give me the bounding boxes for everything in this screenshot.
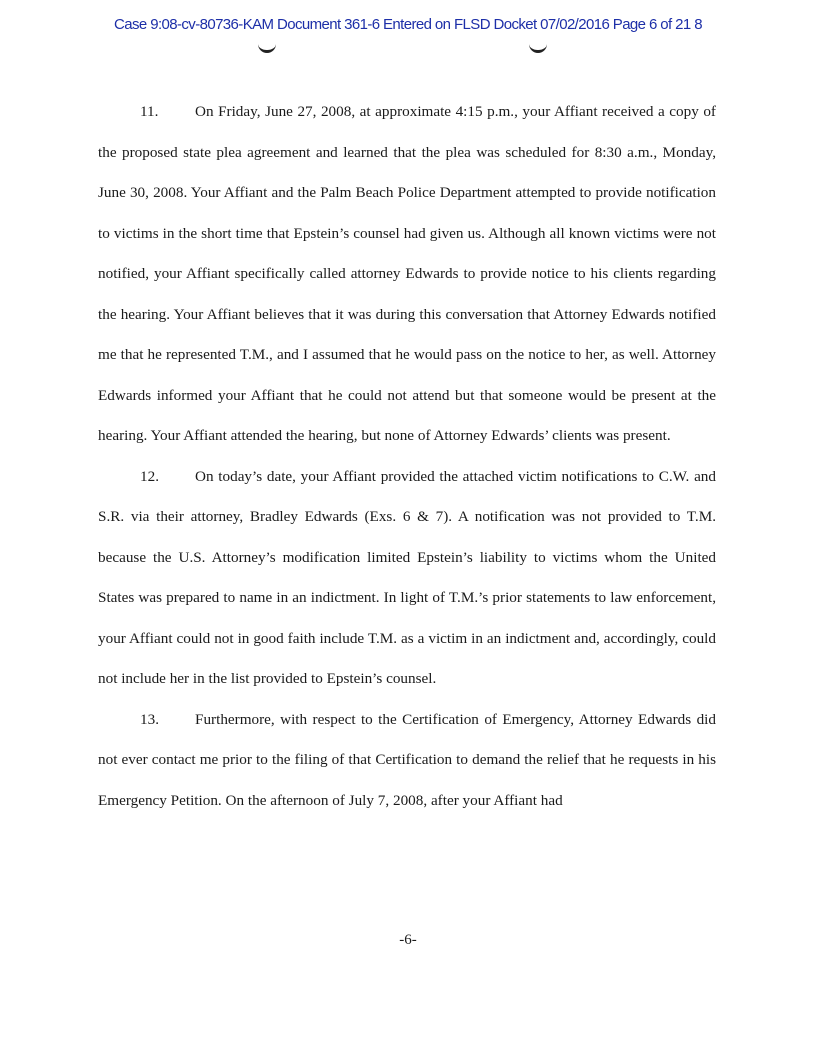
paragraph-number: 12. [140,467,159,485]
paragraph-13 [98,700,716,822]
paragraph-text: On Friday, June 27, 2008, at approximate 4:15 p.m., your Affiant received a copy of the proposed state plea agreement and learned that the plea was scheduled for 8:30 a.m., Monday, June 30, 2008. Your Affiant and the Palm Beach Police Department attempted to provide notification to victims in the short time that Epstein’s counsel had given us. Although all known victims were not notified, your Affiant specifically called attorney Edwards to provide notice to his clients regarding the hearing. Your Affiant believes that it was during this conversation that Attorney Edwards notified me that he represented T.M., and I assumed that he would pass on the notice to her, as well. Attorney Edwards informed your Affiant that he could not attend but that someone would be present at the hearing. Your Affiant attended the hearing, but none of Attorney Edwards’ clients was present. [98,103,716,444]
paragraph-text: On today’s date, your Affiant provided the attached victim notifications to C.W. and S.R. via their attorney, Bradley Edwards (Exs. 6 & 7). A notification was not provided to T.M. because the U.S. Attorney’s modification limited Epstein’s liability to victims whom the United States was prepared to name in an indictment. In light of T.M.’s prior statements to law enforcement, your Affiant could not in good faith include T.M. as a victim in an indictment and, accordingly, could not include her in the list provided to Epstein’s counsel. [98,467,716,687]
scan-mark-left [258,44,276,53]
document-body [98,92,716,821]
paragraph-number: 11. [140,103,159,120]
court-filing-stamp: Case 9:08-cv-80736-KAM Document 361-6 Entered on FLSD Docket 07/02/2016 Page 6 of 21 8 [114,16,702,33]
page-number: -6- [399,932,417,948]
paragraph-text: Furthermore, with respect to the Certification of Emergency, Attorney Edwards did not ever contact me prior to the filing of that Certification to demand the relief that he requests in his Emergency Petition. On the afternoon of July 7, 2008, after your Affiant had [98,710,716,809]
paragraph-number: 13. [140,710,159,728]
scan-mark-right [529,44,547,53]
paragraph-12 [98,457,716,700]
paragraph-11 [98,92,716,457]
